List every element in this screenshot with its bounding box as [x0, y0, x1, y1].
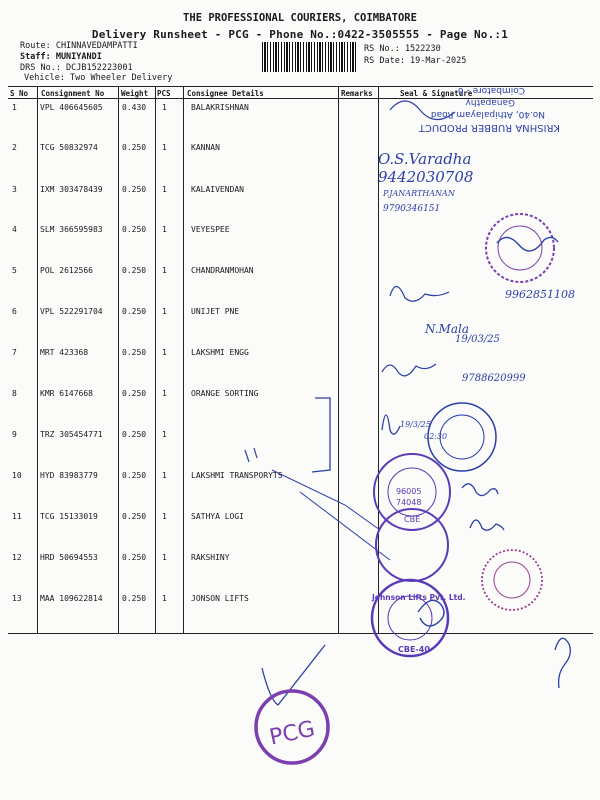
cell-weight: 0.250	[122, 512, 147, 521]
route-label: Route: CHINNAVEDAMPATTI	[20, 41, 138, 51]
cell-sno: 10	[12, 471, 22, 480]
handwritten-phone-row2: 9442030708	[378, 168, 474, 186]
cell-weight: 0.250	[122, 266, 147, 275]
cell-pcs: 1	[162, 471, 167, 480]
cell-pcs: 1	[162, 225, 167, 234]
staff-label: Staff: MUNIYANDI	[20, 52, 102, 62]
cell-consignee: KALAIVENDAN	[191, 185, 244, 194]
cell-consignee: CHANDRANMOHAN	[191, 266, 254, 275]
pcg-stamp-text: PCG	[267, 716, 318, 751]
cell-consignee: LAKSHMI TRANSPORYTS	[191, 471, 283, 480]
signature-row5	[390, 286, 449, 301]
signature-row11	[470, 520, 504, 530]
cell-consignment: VPL 406645605	[40, 103, 103, 112]
handwritten-phone-row7: 9788620999	[462, 373, 526, 384]
handwritten-time-row9: 02:30	[424, 432, 448, 441]
cell-sno: 8	[12, 389, 17, 398]
cell-consignment: IXM 303478439	[40, 185, 103, 194]
cell-sno: 12	[12, 553, 22, 562]
cell-consignment: HYD 83983779	[40, 471, 98, 480]
header-consignee: Consignee Details	[187, 89, 264, 98]
cell-consignee: JONSON LIFTS	[191, 594, 249, 603]
signature-row7	[382, 364, 436, 376]
company-title: THE PROFESSIONAL COURIERS, COIMBATORE	[183, 12, 417, 24]
cell-weight: 0.250	[122, 389, 147, 398]
pink-stamp	[482, 550, 542, 610]
cell-consignment: MRT 423368	[40, 348, 89, 357]
cell-sno: 5	[12, 266, 17, 275]
header-pcs: PCS	[157, 89, 171, 98]
signature-row10	[462, 484, 498, 496]
cell-consignment: TCG 15133019	[40, 512, 98, 521]
cell-weight: 0.250	[122, 225, 147, 234]
tick-marks	[245, 448, 257, 462]
vehicle-label: Vehicle: Two Wheeler Delivery	[24, 73, 173, 83]
handwritten-name-row6: N.Mala	[425, 322, 469, 336]
stamp-line3: Ganapathy	[465, 97, 515, 107]
header-consignment: Consignment No	[41, 89, 105, 98]
cell-consignee: SATHYA LOGI	[191, 512, 244, 521]
cell-weight: 0.250	[122, 348, 147, 357]
stamp-line1: KRISHNA RUBBER PRODUCT	[418, 122, 560, 133]
cell-sno: 7	[12, 348, 17, 357]
cell-pcs: 1	[162, 389, 167, 398]
cell-consignee: KANNAN	[191, 143, 220, 152]
cell-weight: 0.250	[122, 430, 147, 439]
handwritten-name-row3: P.JANARTHANAN	[383, 189, 455, 198]
cell-weight: 0.250	[122, 553, 147, 562]
signature-row9	[382, 415, 400, 434]
cell-sno: 6	[12, 307, 17, 316]
cell-consignment: SLM 366595983	[40, 225, 103, 234]
sathya-phone2: 74048	[396, 498, 422, 507]
circle-stamp-row4	[486, 214, 554, 282]
cell-consignee: ORANGE SORTING	[191, 389, 259, 398]
sathya-phone1: 96005	[396, 487, 422, 496]
johnson-city: CBE-40	[398, 645, 430, 654]
cell-consignee: LAKSHMI ENGG	[191, 348, 249, 357]
rs-number: RS No.: 1522230	[364, 44, 441, 54]
handwritten-date-row6: 19/03/25	[455, 334, 500, 345]
handwritten-date-row9: 19/3/25	[400, 420, 431, 429]
drs-number: DRS No.: DCJB152223001	[20, 63, 133, 73]
cell-consignment: KMR 6147668	[40, 389, 93, 398]
stamp-line2: No.40, Athipalayam Road	[430, 109, 545, 119]
sathya-city: CBE	[404, 515, 421, 524]
cell-pcs: 1	[162, 430, 167, 439]
krishna-stamp	[418, 85, 560, 133]
cell-weight: 0.250	[122, 185, 147, 194]
cell-consignment: VPL 522291704	[40, 307, 103, 316]
stamp-line4: Coimbatore - 6	[457, 85, 525, 95]
cell-weight: 0.250	[122, 471, 147, 480]
cell-pcs: 1	[162, 553, 167, 562]
cell-pcs: 1	[162, 143, 167, 152]
strike-lines	[272, 470, 390, 560]
cell-consignee: UNIJET PNE	[191, 307, 240, 316]
signature-right	[555, 638, 570, 688]
cell-consignee: VEYESPEE	[191, 225, 230, 234]
cell-consignee: BALAKRISHNAN	[191, 103, 249, 112]
signature-row4	[497, 237, 558, 251]
cell-pcs: 1	[162, 512, 167, 521]
header-sno: S No	[10, 89, 29, 98]
cell-sno: 11	[12, 512, 22, 521]
cell-pcs: 1	[162, 594, 167, 603]
cell-consignee: RAKSHINY	[191, 553, 230, 562]
header-weight: Weight	[121, 89, 149, 98]
cell-sno: 2	[12, 143, 17, 152]
header-seal: Seal & Signature	[400, 89, 473, 98]
cell-sno: 4	[12, 225, 17, 234]
cell-pcs: 1	[162, 348, 167, 357]
rs-date: RS Date: 19-Mar-2025	[364, 56, 467, 66]
cell-consignment: TRZ 305454771	[40, 430, 103, 439]
handwritten-phone-row5: 9962851108	[505, 288, 575, 301]
cell-consignment: POL 2612566	[40, 266, 93, 275]
handwritten-name-row2: O.S.Varadha	[378, 150, 472, 168]
bracket-mark	[312, 398, 330, 472]
header-remarks: Remarks	[341, 89, 373, 98]
cell-sno: 13	[12, 594, 22, 603]
cell-consignment: HRD 50694553	[40, 553, 98, 562]
cell-sno: 3	[12, 185, 17, 194]
cell-weight: 0.250	[122, 307, 147, 316]
cell-pcs: 1	[162, 266, 167, 275]
cell-sno: 9	[12, 430, 17, 439]
cell-weight: 0.250	[122, 594, 147, 603]
runsheet-subtitle: Delivery Runsheet - PCG - Phone No.:0422-3505555 - Page No.:1	[91, 28, 509, 41]
cell-pcs: 1	[162, 103, 167, 112]
cell-sno: 1	[12, 103, 17, 112]
cell-pcs: 1	[162, 185, 167, 194]
cell-weight: 0.250	[122, 143, 147, 152]
cell-consignment: TCG 50832974	[40, 143, 98, 152]
cell-weight: 0.430	[122, 103, 147, 112]
cell-pcs: 1	[162, 307, 167, 316]
cell-consignment: MAA 109622814	[40, 594, 103, 603]
johnson-name: Johnson Lifts Pvt. Ltd.	[372, 593, 466, 602]
handwritten-phone-row3: 9790346151	[383, 204, 441, 214]
